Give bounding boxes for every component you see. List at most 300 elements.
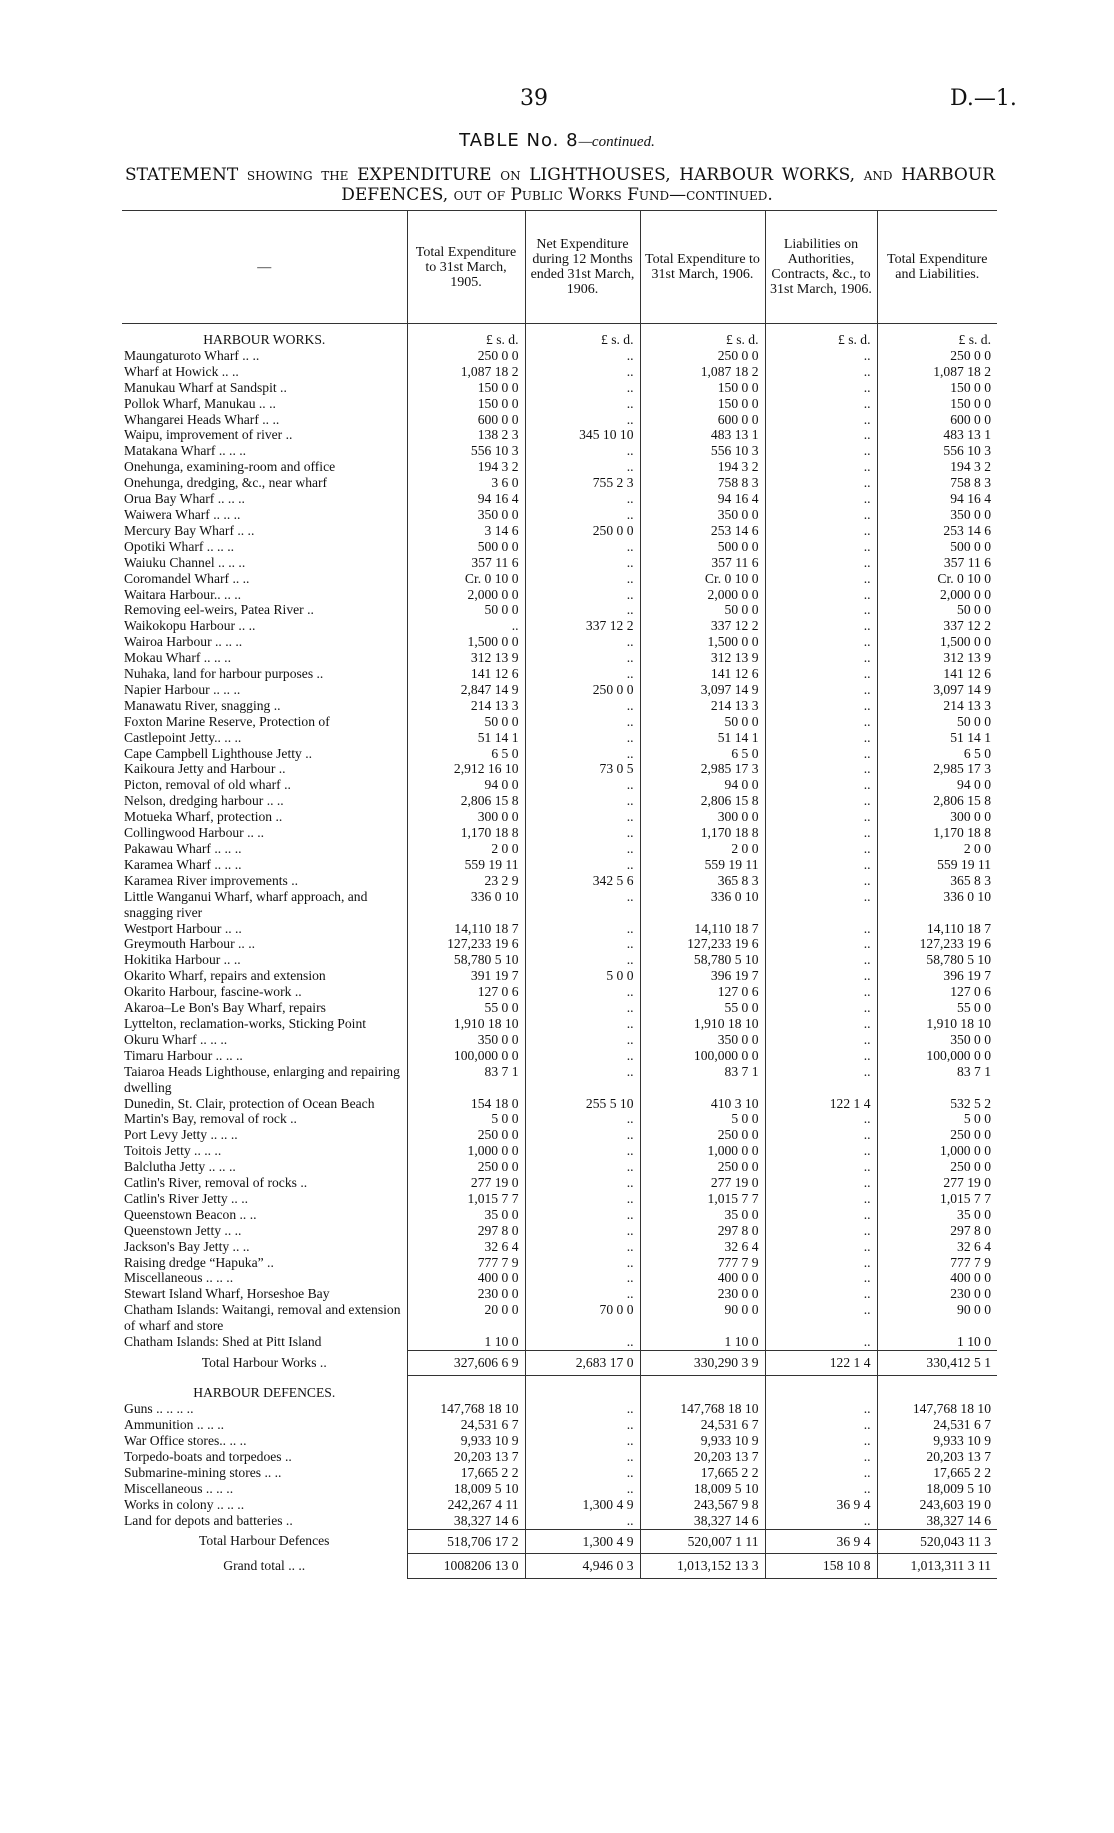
total-cell: 518,706 17 2 [407,1529,525,1554]
value-cell: 9,933 10 9 [877,1433,997,1449]
value-cell: 2,806 15 8 [640,793,765,809]
table-row [122,841,997,857]
value-cell: 150 0 0 [640,396,765,412]
value-cell: .. [765,1064,877,1096]
value-cell: 73 0 5 [525,761,640,777]
value-cell: .. [765,1016,877,1032]
value-cell: 83 7 1 [407,1064,525,1096]
table-row [122,1016,997,1032]
value-cell: 51 14 1 [877,730,997,746]
value-cell: .. [525,459,640,475]
value-cell: 1 10 0 [640,1334,765,1350]
column-header-row [122,211,997,324]
blank-cell [765,1375,877,1401]
value-cell: 150 0 0 [877,396,997,412]
table-row [122,618,997,634]
value-cell: .. [525,698,640,714]
value-cell: .. [765,459,877,475]
row-label: Kaikoura Jetty and Harbour .. [124,761,286,777]
value-cell: 1,500 0 0 [877,634,997,650]
value-cell: .. [765,650,877,666]
value-cell: 365 8 3 [640,873,765,889]
value-cell: Cr. 0 10 0 [877,571,997,587]
table-row [122,698,997,714]
total-cell: 330,412 5 1 [877,1351,997,1376]
value-cell: 357 11 6 [640,555,765,571]
value-cell: 150 0 0 [407,380,525,396]
row-label: Motueka Wharf, protection .. [124,809,283,825]
value-cell: .. [765,1334,877,1350]
table-row [122,968,997,984]
row-label: Chatham Islands: Shed at Pitt Island [124,1334,322,1350]
value-cell: 2 0 0 [877,841,997,857]
value-cell: 138 2 3 [407,427,525,443]
value-cell: 532 5 2 [877,1096,997,1112]
page-number: 39 [520,86,548,111]
value-cell: .. [525,1111,640,1127]
value-cell: .. [765,618,877,634]
value-cell: .. [525,1286,640,1302]
value-cell: 297 8 0 [877,1223,997,1239]
table-row [122,1239,997,1255]
row-label: Westport Harbour .. .. [124,920,242,936]
table-row [122,1481,997,1497]
table-row [122,857,997,873]
value-cell: 24,531 6 7 [407,1417,525,1433]
value-cell: 50 0 0 [640,602,765,618]
value-cell: 500 0 0 [640,539,765,555]
value-cell: 312 13 9 [877,650,997,666]
value-cell: 312 13 9 [407,650,525,666]
value-cell: .. [765,491,877,507]
value-cell: 337 12 2 [525,618,640,634]
value-cell: .. [765,873,877,889]
value-cell: .. [525,380,640,396]
value-cell: 214 13 3 [877,698,997,714]
value-cell: .. [525,348,640,364]
value-cell: 250 0 0 [407,348,525,364]
value-cell: Cr. 0 10 0 [640,571,765,587]
value-cell: 1,087 18 2 [407,364,525,380]
value-cell: .. [765,746,877,762]
value-cell: 1 10 0 [877,1334,997,1350]
value-cell: 94 0 0 [407,777,525,793]
row-label: Karamea River improvements .. [124,872,299,888]
table-row [122,921,997,937]
blank-cell [407,1375,525,1401]
value-cell: .. [525,634,640,650]
value-cell: 1,015 7 7 [640,1191,765,1207]
value-cell: 365 8 3 [877,873,997,889]
value-cell: .. [525,555,640,571]
value-cell: 3 6 0 [407,475,525,491]
value-cell: 600 0 0 [640,412,765,428]
row-label: Castlepoint Jetty.. .. .. [124,729,242,745]
value-cell: .. [765,555,877,571]
value-cell: 1,000 0 0 [407,1143,525,1159]
value-cell: 336 0 10 [877,889,997,921]
table-row [122,412,997,428]
value-cell: .. [765,1239,877,1255]
value-cell: 230 0 0 [877,1286,997,1302]
table-row [122,1127,997,1143]
table-row [122,1159,997,1175]
table-row [122,650,997,666]
table-row [122,364,997,380]
row-label: Guns .. .. .. .. [124,1401,194,1417]
value-cell: 396 19 7 [877,968,997,984]
value-cell: .. [765,1465,877,1481]
header-total-liabilities: Total Expenditure and Liabilities. [877,211,997,324]
table-row [122,984,997,1000]
value-cell: .. [765,1513,877,1529]
value-cell: 127,233 19 6 [877,936,997,952]
value-cell: .. [765,698,877,714]
total-label: Total Harbour Defences [199,1533,330,1549]
table-title [0,130,1114,151]
value-cell: .. [765,1048,877,1064]
row-label: Catlin's River Jetty .. .. [124,1190,249,1206]
value-cell: .. [525,841,640,857]
value-cell: .. [765,682,877,698]
value-cell: .. [765,571,877,587]
value-cell: 350 0 0 [407,1032,525,1048]
row-label: Stewart Island Wharf, Horseshoe Bay [124,1286,330,1302]
value-cell: 1,170 18 8 [877,825,997,841]
value-cell: .. [765,1433,877,1449]
value-cell: .. [525,1016,640,1032]
value-cell: 777 7 9 [877,1255,997,1271]
value-cell: 17,665 2 2 [640,1465,765,1481]
value-cell: .. [765,968,877,984]
value-cell: 357 11 6 [877,555,997,571]
units-label: £ s. d. [407,324,525,348]
value-cell: .. [765,475,877,491]
row-label: Works in colony .. .. .. [124,1496,245,1512]
value-cell: 1,300 4 9 [525,1497,640,1513]
value-cell: .. [765,1159,877,1175]
value-cell: 277 19 0 [407,1175,525,1191]
value-cell: .. [525,1064,640,1096]
value-cell: 337 12 2 [640,618,765,634]
value-cell: 777 7 9 [640,1255,765,1271]
table-row [122,793,997,809]
value-cell: 357 11 6 [407,555,525,571]
value-cell: .. [525,1270,640,1286]
row-label: Toitois Jetty .. .. .. [124,1143,222,1159]
value-cell: .. [765,634,877,650]
table-row [122,555,997,571]
value-cell: 14,110 18 7 [640,921,765,937]
value-cell: 94 16 4 [407,491,525,507]
value-cell: 38,327 14 6 [640,1513,765,1529]
value-cell: 50 0 0 [877,714,997,730]
value-cell: 1,087 18 2 [640,364,765,380]
table-row [122,1302,997,1334]
value-cell: 35 0 0 [407,1207,525,1223]
value-cell: 1,910 18 10 [877,1016,997,1032]
grand-total-cell: 1008206 13 0 [407,1554,525,1579]
value-cell: .. [765,1255,877,1271]
harbour-works-total-body [122,1351,997,1376]
value-cell: .. [525,889,640,921]
value-cell: .. [525,1334,640,1350]
value-cell: 32 6 4 [640,1239,765,1255]
value-cell: .. [765,348,877,364]
value-cell: 1,500 0 0 [640,634,765,650]
value-cell: .. [407,618,525,634]
row-label: Waiwera Wharf .. .. .. [124,506,241,522]
value-cell: 243,567 9 8 [640,1497,765,1513]
value-cell: 755 2 3 [525,475,640,491]
table-row [122,777,997,793]
value-cell: 1,015 7 7 [877,1191,997,1207]
row-label: Hokitika Harbour .. .. [124,952,241,968]
value-cell: 94 16 4 [640,491,765,507]
grand-total-cell: 4,946 0 3 [525,1554,640,1579]
table-row [122,1270,997,1286]
value-cell: 35 0 0 [877,1207,997,1223]
value-cell: .. [765,936,877,952]
value-cell: 17,665 2 2 [877,1465,997,1481]
value-cell: 242,267 4 11 [407,1497,525,1513]
value-cell: 50 0 0 [877,602,997,618]
value-cell: 350 0 0 [877,507,997,523]
value-cell: .. [765,1143,877,1159]
table-row [122,1000,997,1016]
value-cell: .. [525,1127,640,1143]
row-label: Whangarei Heads Wharf .. .. [124,411,280,427]
blank-cell [640,1375,765,1401]
table-row [122,714,997,730]
value-cell: 127 0 6 [640,984,765,1000]
row-label: Napier Harbour .. .. .. [124,681,241,697]
section-heading-row [122,1375,997,1401]
table-row [122,1401,997,1417]
row-label: Manukau Wharf at Sandspit .. [124,379,287,395]
value-cell: 35 0 0 [640,1207,765,1223]
value-cell: 38,327 14 6 [407,1513,525,1529]
value-cell: 758 8 3 [877,475,997,491]
value-cell: 350 0 0 [407,507,525,523]
value-cell: 250 0 0 [877,348,997,364]
value-cell: 2,000 0 0 [407,587,525,603]
value-cell: 400 0 0 [407,1270,525,1286]
value-cell: 1,170 18 8 [640,825,765,841]
value-cell: .. [525,571,640,587]
value-cell: 250 0 0 [407,1127,525,1143]
value-cell: .. [765,396,877,412]
value-cell: .. [765,507,877,523]
value-cell: 556 10 3 [877,443,997,459]
value-cell: .. [765,666,877,682]
value-cell: 556 10 3 [640,443,765,459]
value-cell: 90 0 0 [640,1302,765,1334]
value-cell: .. [525,602,640,618]
row-label: Picton, removal of old wharf .. [124,777,291,793]
row-label: Chatham Islands: Waitangi, removal and extension of wharf and store [124,1302,401,1334]
row-label: Orua Bay Wharf .. .. .. [124,491,245,507]
value-cell: .. [525,1175,640,1191]
value-cell: 5 0 0 [877,1111,997,1127]
table-row [122,825,997,841]
row-label: Miscellaneous .. .. .. [124,1270,234,1286]
table-row [122,1111,997,1127]
value-cell: .. [525,1417,640,1433]
table-row [122,1207,997,1223]
value-cell: .. [525,1159,640,1175]
table-row [122,809,997,825]
value-cell: .. [765,1207,877,1223]
row-label: Okarito Harbour, fascine-work .. [124,984,302,1000]
table-row [122,730,997,746]
row-label: Catlin's River, removal of rocks .. [124,1175,308,1191]
row-label: Timaru Harbour .. .. .. [124,1047,243,1063]
value-cell: 94 16 4 [877,491,997,507]
value-cell: 1,015 7 7 [407,1191,525,1207]
grand-total-cell: 1,013,311 3 11 [877,1554,997,1579]
row-label: Raising dredge “Hapuka” .. [124,1254,274,1270]
value-cell: 20,203 13 7 [877,1449,997,1465]
value-cell: 300 0 0 [640,809,765,825]
header-blank: — [122,211,407,324]
value-cell: .. [525,809,640,825]
table-row [122,396,997,412]
table-row [122,507,997,523]
value-cell: 500 0 0 [407,539,525,555]
value-cell: 127 0 6 [407,984,525,1000]
table-row [122,602,997,618]
value-cell: 483 13 1 [877,427,997,443]
value-cell: .. [525,1048,640,1064]
value-cell: .. [765,984,877,1000]
value-cell: .. [525,1032,640,1048]
table-row [122,873,997,889]
value-cell: 600 0 0 [877,412,997,428]
table-row [122,1255,997,1271]
value-cell: .. [765,730,877,746]
total-cell: 520,007 1 11 [640,1529,765,1554]
value-cell: .. [765,1417,877,1433]
value-cell: 50 0 0 [640,714,765,730]
value-cell: 32 6 4 [877,1239,997,1255]
table-row [122,571,997,587]
value-cell: 342 5 6 [525,873,640,889]
table-row [122,587,997,603]
value-cell: .. [525,396,640,412]
value-cell: 1 10 0 [407,1334,525,1350]
value-cell: .. [525,857,640,873]
total-harbour-works-row [122,1351,997,1376]
total-cell: 520,043 11 3 [877,1529,997,1554]
value-cell: 70 0 0 [525,1302,640,1334]
row-label: Coromandel Wharf .. .. [124,570,250,586]
row-label: Dunedin, St. Clair, protection of Ocean Beach [124,1095,375,1111]
row-label: Pollok Wharf, Manukau .. .. [124,395,276,411]
value-cell: .. [765,809,877,825]
row-label: Pakawau Wharf .. .. .. [124,841,242,856]
value-cell: 556 10 3 [407,443,525,459]
table-row [122,1175,997,1191]
value-cell: .. [765,1032,877,1048]
table-row [122,952,997,968]
value-cell: 336 0 10 [640,889,765,921]
value-cell: 253 14 6 [640,523,765,539]
value-cell: 337 12 2 [877,618,997,634]
value-cell: 1,910 18 10 [407,1016,525,1032]
value-cell: 150 0 0 [407,396,525,412]
value-cell: 1,500 0 0 [407,634,525,650]
value-cell: 2,847 14 9 [407,682,525,698]
value-cell: 127 0 6 [877,984,997,1000]
table-title-text: TABLE No. 8 [459,130,579,151]
value-cell: 194 3 2 [640,459,765,475]
value-cell: 18,009 5 10 [640,1481,765,1497]
value-cell: .. [525,507,640,523]
value-cell: 18,009 5 10 [407,1481,525,1497]
row-label: Removing eel-weirs, Patea River .. [124,602,314,618]
value-cell: 559 19 11 [407,857,525,873]
value-cell: .. [525,1223,640,1239]
value-cell: .. [765,1127,877,1143]
value-cell: 58,780 5 10 [407,952,525,968]
table-row [122,666,997,682]
grand-total-label: Grand total .. .. [223,1557,306,1573]
table-row [122,1449,997,1465]
value-cell: .. [765,587,877,603]
value-cell: 1,000 0 0 [640,1143,765,1159]
units-label: £ s. d. [640,324,765,348]
table-row [122,889,997,921]
value-cell: 600 0 0 [407,412,525,428]
value-cell: 253 14 6 [877,523,997,539]
value-cell: .. [525,1513,640,1529]
row-label: Queenstown Jetty .. .. [124,1222,242,1238]
value-cell: 50 0 0 [407,602,525,618]
row-label: Martin's Bay, removal of rock .. [124,1111,297,1127]
value-cell: .. [525,443,640,459]
value-cell: 3,097 14 9 [640,682,765,698]
row-label: Foxton Marine Reserve, Protection of [124,713,330,729]
value-cell: 243,603 19 0 [877,1497,997,1513]
value-cell: 9,933 10 9 [640,1433,765,1449]
table-row [122,1064,997,1096]
table-row [122,1334,997,1350]
value-cell: 6 5 0 [640,746,765,762]
value-cell: 350 0 0 [877,1032,997,1048]
blank-cell [525,1375,640,1401]
table-row [122,1497,997,1513]
value-cell: 150 0 0 [877,380,997,396]
header-net-1906: Net Expenditure during 12 Months ended 31st March, 1906. [525,211,640,324]
value-cell: 1,087 18 2 [877,364,997,380]
value-cell: 23 2 9 [407,873,525,889]
value-cell: .. [525,1000,640,1016]
table-row [122,1191,997,1207]
value-cell: 55 0 0 [640,1000,765,1016]
table-row [122,936,997,952]
value-cell: .. [765,1175,877,1191]
total-label: Total Harbour Works .. [201,1354,327,1370]
value-cell: .. [765,761,877,777]
row-label: Cape Campbell Lighthouse Jetty .. [124,745,313,761]
table-row [122,682,997,698]
value-cell: 250 0 0 [640,1127,765,1143]
value-cell: .. [765,364,877,380]
value-cell: .. [525,1143,640,1159]
row-label: Waiuku Channel .. .. .. [124,554,246,570]
value-cell: .. [525,714,640,730]
